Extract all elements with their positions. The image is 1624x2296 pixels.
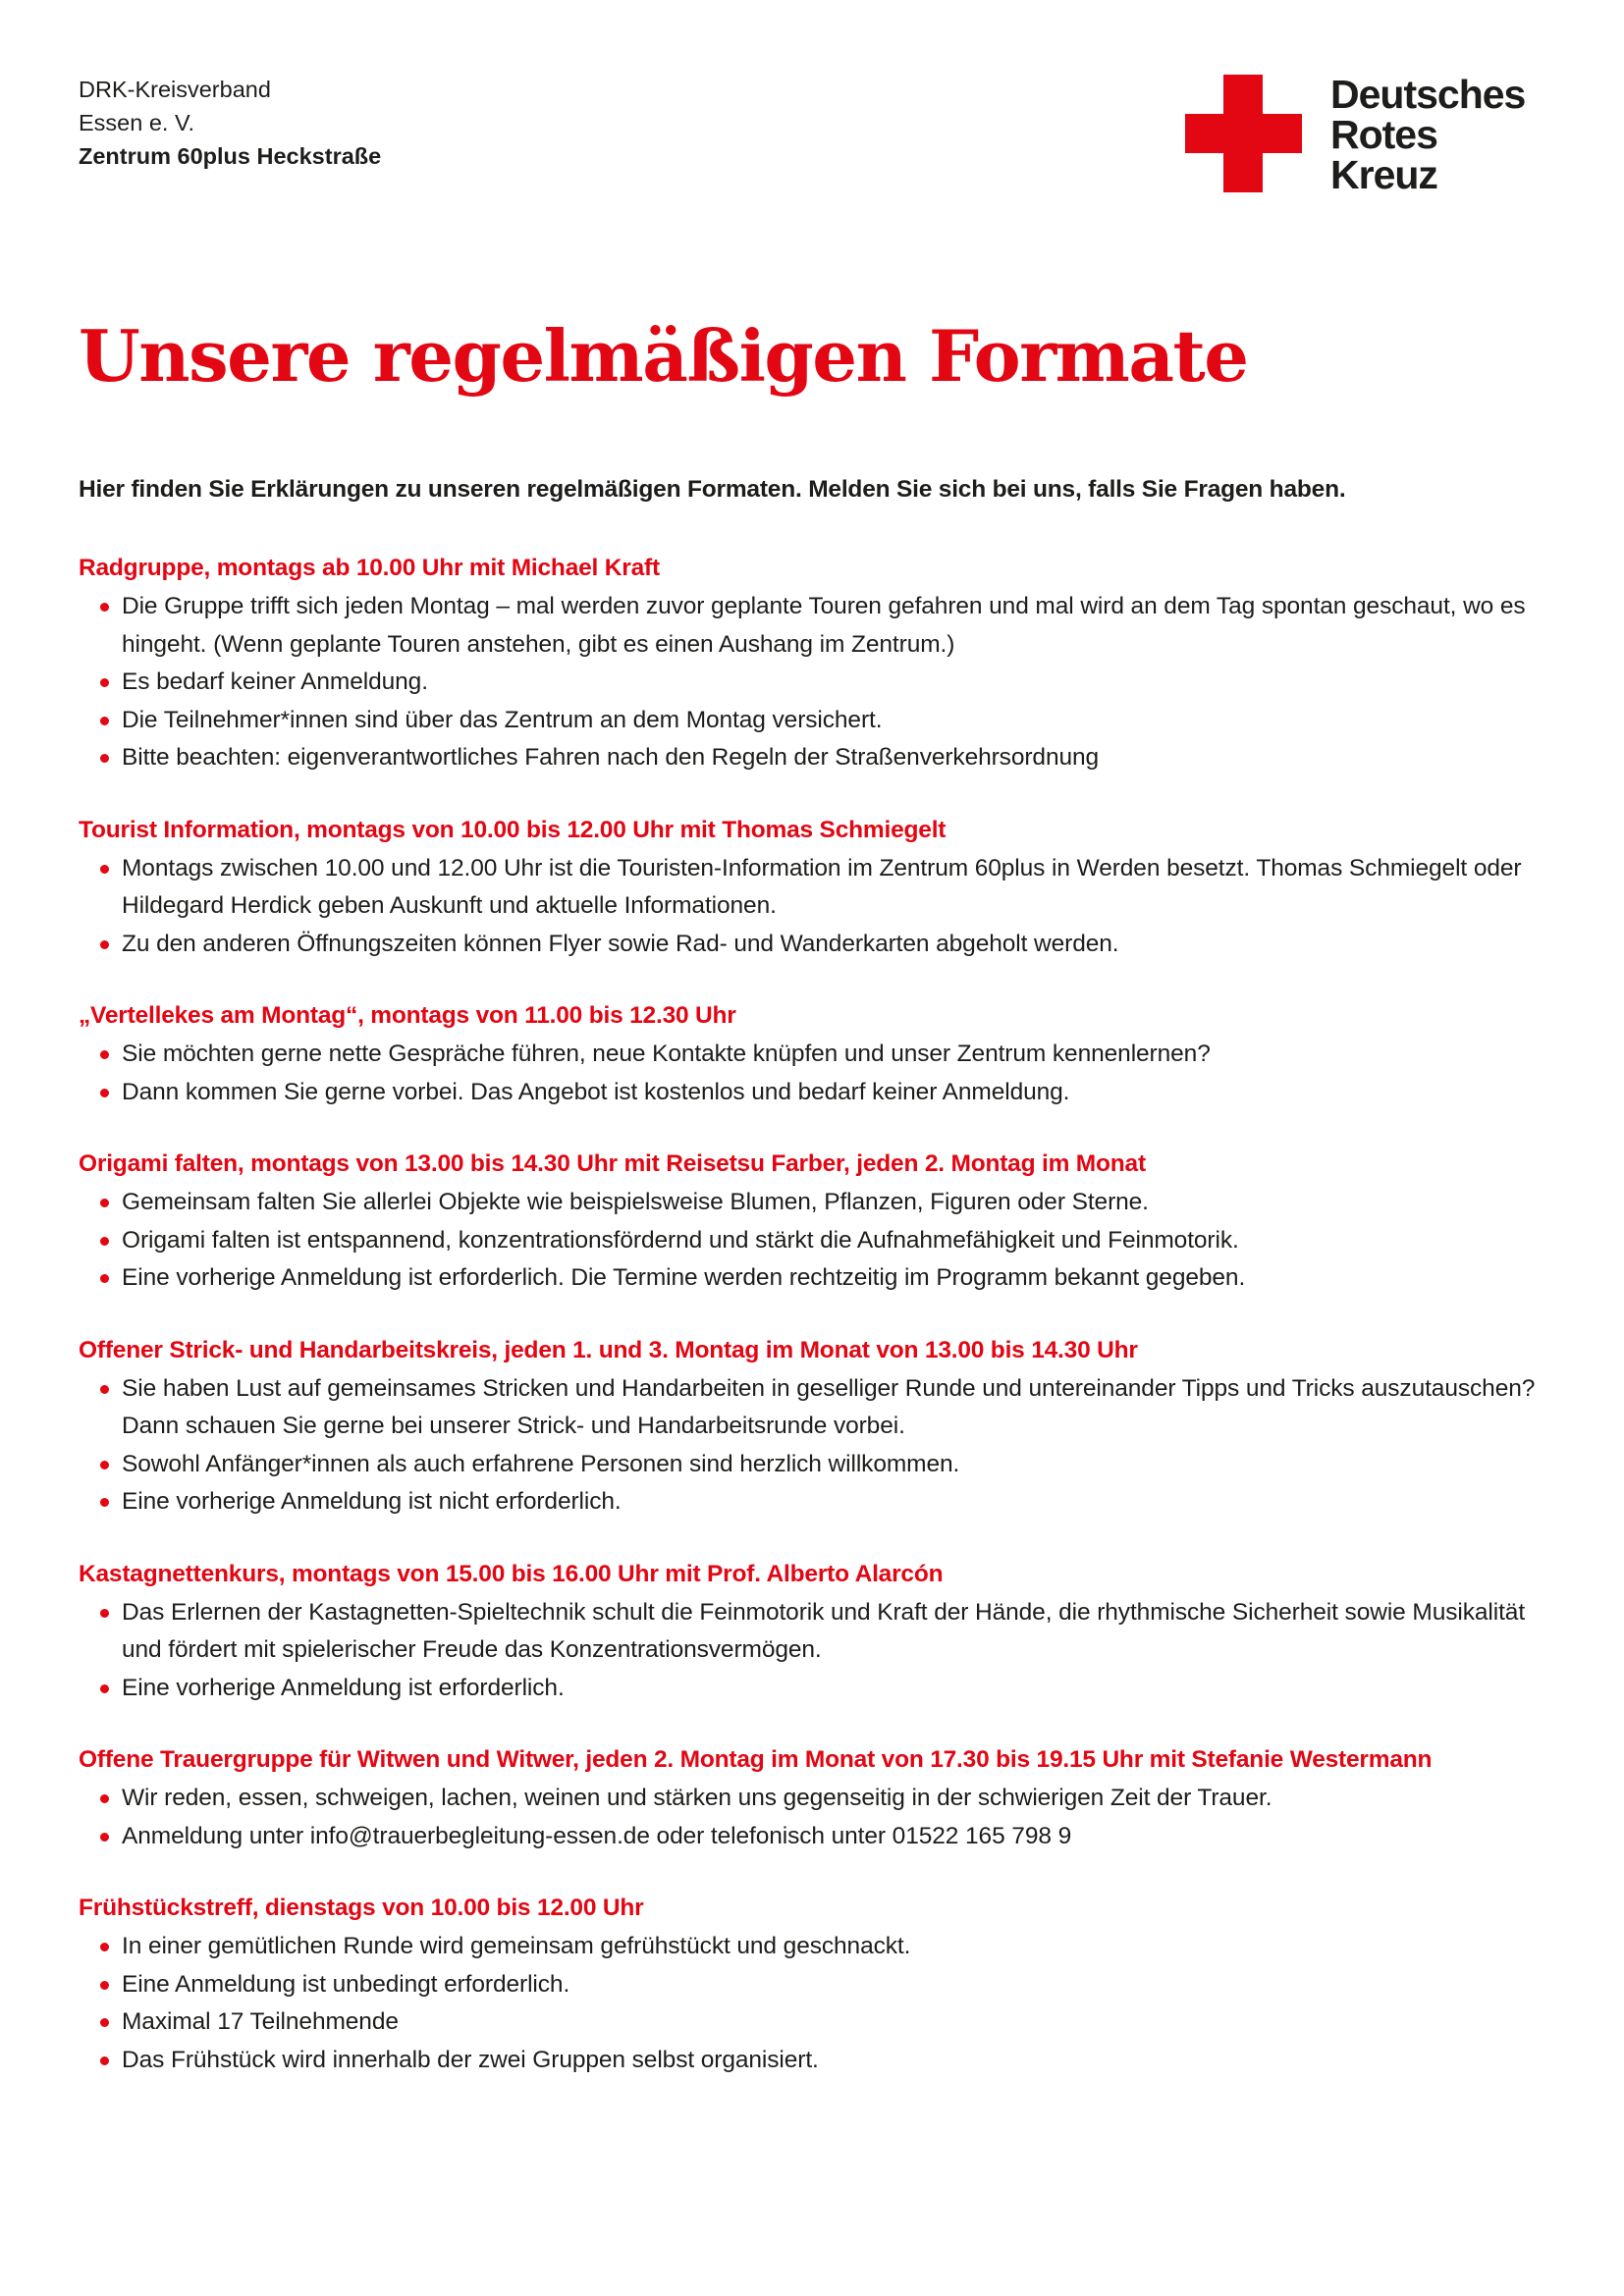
section-heading: Origami falten, montags von 13.00 bis 14.30 Uhr mit Reisetsu Farber, jeden 2. Montag im Monat bbox=[79, 1150, 1146, 1177]
list-item-text: Eine vorherige Anmeldung ist erforderlich. bbox=[122, 1674, 565, 1701]
list-item-text: Dann kommen Sie gerne vorbei. Das Angebot ist kostenlos und bedarf keiner Anmeldung. bbox=[122, 1078, 1070, 1105]
list-item bbox=[100, 1370, 1571, 1446]
bullet-dot-icon bbox=[100, 1461, 109, 1469]
bullet-list bbox=[79, 1036, 1571, 1111]
format-section bbox=[79, 1556, 1571, 1708]
list-item-text: Die Gruppe trifft sich jeden Montag – mal werden zuvor geplante Touren gefahren und mal wird an dem Tag spontan geschaut, wo es hingeht. (Wenn geplante Touren anstehen, gibt es einen Aushang im Zentrum.) bbox=[122, 593, 1526, 658]
list-item-text: Anmeldung unter info@trauerbegleitung-essen.de oder telefonisch unter 01522 165 798 9 bbox=[122, 1822, 1072, 1849]
list-item bbox=[100, 1184, 1571, 1222]
list-item-text: Montags zwischen 10.00 und 12.00 Uhr ist die Touristen-Information im Zentrum 60plus in Werden besetzt. Thomas Schmiegelt oder Hildegard Herdick geben Auskunft und aktuelle Informationen. bbox=[122, 854, 1522, 919]
list-item bbox=[100, 1670, 1571, 1708]
list-item bbox=[100, 1780, 1571, 1818]
bullet-dot-icon bbox=[100, 2018, 109, 2027]
list-item-text: Sie möchten gerne nette Gespräche führen, neue Kontakte knüpfen und unser Zentrum kennenlernen? bbox=[122, 1041, 1211, 1067]
bullet-dot-icon bbox=[100, 1050, 109, 1059]
list-item bbox=[100, 926, 1571, 964]
logo-word-3: Kreuz bbox=[1330, 152, 1437, 197]
bullet-dot-icon bbox=[100, 940, 109, 949]
format-section bbox=[79, 997, 1571, 1111]
list-item bbox=[100, 850, 1571, 926]
bullet-dot-icon bbox=[100, 1981, 109, 1990]
format-section bbox=[79, 1741, 1571, 1855]
list-item-text: Das Frühstück wird innerhalb der zwei Gruppen selbst organisiert. bbox=[122, 2046, 819, 2073]
list-item bbox=[100, 1222, 1571, 1260]
bullet-dot-icon bbox=[100, 1684, 109, 1693]
bullet-dot-icon bbox=[100, 2056, 109, 2065]
logo-word-2: Rotes bbox=[1330, 112, 1437, 157]
bullet-dot-icon bbox=[100, 717, 109, 725]
list-item bbox=[100, 1966, 1571, 2004]
list-item bbox=[100, 702, 1571, 740]
list-item-text: Eine vorherige Anmeldung ist nicht erforderlich. bbox=[122, 1488, 622, 1515]
list-item bbox=[100, 2003, 1571, 2042]
section-heading: Tourist Information, montags von 10.00 bis 12.00 Uhr mit Thomas Schmiegelt bbox=[79, 816, 947, 843]
bullet-list bbox=[79, 850, 1571, 964]
list-item-text: Die Teilnehmer*innen sind über das Zentrum an dem Montag versichert. bbox=[122, 706, 883, 733]
bullet-dot-icon bbox=[100, 1498, 109, 1507]
list-item-text: Zu den anderen Öffnungszeiten können Flyer sowie Rad- und Wanderkarten abgeholt werden. bbox=[122, 930, 1119, 957]
list-item bbox=[100, 739, 1571, 777]
bullet-dot-icon bbox=[100, 1199, 109, 1207]
sender-line-city: Essen e. V. bbox=[79, 110, 195, 135]
list-item-text: Es bedarf keiner Anmeldung. bbox=[122, 668, 428, 695]
list-item-text: Das Erlernen der Kastagnetten-Spieltechnik schult die Feinmotorik und Kraft der Hände, die rhythmische Sicherheit sowie Musikalität und fördert mit spielerischer Freude das Konzentrationsvermögen. bbox=[122, 1598, 1526, 1663]
format-section bbox=[79, 1332, 1571, 1522]
bullet-dot-icon bbox=[100, 1833, 109, 1842]
bullet-list bbox=[79, 588, 1571, 777]
section-heading: Offener Strick- und Handarbeitskreis, jeden 1. und 3. Montag im Monat von 13.00 bis 14.30 Uhr bbox=[79, 1336, 1138, 1363]
format-section bbox=[79, 1890, 1571, 2079]
bullet-dot-icon bbox=[100, 1385, 109, 1394]
list-item-text: Gemeinsam falten Sie allerlei Objekte wie beispielsweise Blumen, Pflanzen, Figuren oder Sterne. bbox=[122, 1189, 1149, 1215]
list-item-text: Eine vorherige Anmeldung ist erforderlich. Die Termine werden rechtzeitig im Programm bekannt gegeben. bbox=[122, 1264, 1246, 1291]
section-heading: Frühstückstreff, dienstags von 10.00 bis 12.00 Uhr bbox=[79, 1895, 644, 1921]
list-item bbox=[100, 1594, 1571, 1670]
bullet-dot-icon bbox=[100, 1943, 109, 1951]
list-item bbox=[100, 664, 1571, 702]
list-item bbox=[100, 1928, 1571, 1966]
bullet-dot-icon bbox=[100, 1609, 109, 1618]
list-item bbox=[100, 1818, 1571, 1856]
bullet-dot-icon bbox=[100, 603, 109, 612]
red-cross-horizontal-bar bbox=[1185, 114, 1302, 153]
list-item bbox=[100, 588, 1571, 664]
list-item-text: In einer gemütlichen Runde wird gemeinsam gefrühstückt und geschnackt. bbox=[122, 1933, 911, 1959]
bullet-list bbox=[79, 1370, 1571, 1522]
bullet-dot-icon bbox=[100, 754, 109, 763]
list-item bbox=[100, 1446, 1571, 1484]
list-item-text: Sowohl Anfänger*innen als auch erfahrene Personen sind herzlich willkommen. bbox=[122, 1450, 960, 1477]
drk-logo bbox=[1171, 72, 1564, 198]
bullet-dot-icon bbox=[100, 1794, 109, 1803]
bullet-dot-icon bbox=[100, 865, 109, 874]
bullet-list bbox=[79, 1594, 1571, 1708]
bullet-dot-icon bbox=[100, 1237, 109, 1246]
list-item bbox=[100, 2042, 1571, 2080]
list-item bbox=[100, 1483, 1571, 1522]
intro-text: Hier finden Sie Erklärungen zu unseren regelmäßigen Formaten. Melden Sie sich bei uns, falls Sie Fragen haben. bbox=[79, 476, 1346, 503]
section-heading: Offene Trauergruppe für Witwen und Witwer, jeden 2. Montag im Monat von 17.30 bis 19.15 Uhr mit Stefanie Westermann bbox=[79, 1746, 1433, 1773]
list-item-text: Origami falten ist entspannend, konzentrationsfördernd und stärkt die Aufnahmefähigkeit und Feinmotorik. bbox=[122, 1226, 1239, 1254]
section-heading: Kastagnettenkurs, montags von 15.00 bis 16.00 Uhr mit Prof. Alberto Alarcón bbox=[79, 1560, 944, 1587]
logo-wordmark bbox=[1330, 72, 1526, 197]
list-item-text: Bitte beachten: eigenverantwortliches Fahren nach den Regeln der Straßenverkehrsordnung bbox=[122, 744, 1100, 771]
format-sections bbox=[79, 550, 1571, 2113]
bullet-dot-icon bbox=[100, 678, 109, 687]
sender-line-organization: DRK-Kreisverband bbox=[79, 77, 271, 102]
list-item bbox=[100, 1036, 1571, 1074]
format-section bbox=[79, 550, 1571, 777]
list-item-text: Wir reden, essen, schweigen, lachen, weinen und stärken uns gegenseitig in der schwierigen Zeit der Trauer. bbox=[122, 1785, 1272, 1811]
sender-line-center: Zentrum 60plus Heckstraße bbox=[79, 143, 382, 169]
page-title: Unsere regelmäßigen Formate bbox=[79, 314, 1248, 398]
format-section bbox=[79, 812, 1571, 964]
logo-word-1: Deutsches bbox=[1330, 72, 1526, 117]
bullet-list bbox=[79, 1780, 1571, 1855]
bullet-list bbox=[79, 1928, 1571, 2079]
list-item bbox=[100, 1074, 1571, 1112]
bullet-dot-icon bbox=[100, 1274, 109, 1283]
list-item bbox=[100, 1259, 1571, 1298]
section-heading: „Vertellekes am Montag“, montags von 11.00 bis 12.30 Uhr bbox=[79, 1002, 736, 1029]
bullet-list bbox=[79, 1184, 1571, 1298]
list-item-text: Eine Anmeldung ist unbedingt erforderlich. bbox=[122, 1970, 570, 1998]
format-section bbox=[79, 1146, 1571, 1298]
section-heading: Radgruppe, montags ab 10.00 Uhr mit Michael Kraft bbox=[79, 555, 660, 581]
list-item-text: Sie haben Lust auf gemeinsames Stricken und Handarbeiten in geselliger Runde und untereinander Tipps und Tricks auszutauschen? Dann schauen Sie gerne bei unserer Strick- und Handarbeitsrunde vorbei. bbox=[122, 1374, 1536, 1439]
list-item-text: Maximal 17 Teilnehmende bbox=[122, 2008, 399, 2035]
bullet-dot-icon bbox=[100, 1089, 109, 1097]
sender-address bbox=[79, 73, 381, 173]
